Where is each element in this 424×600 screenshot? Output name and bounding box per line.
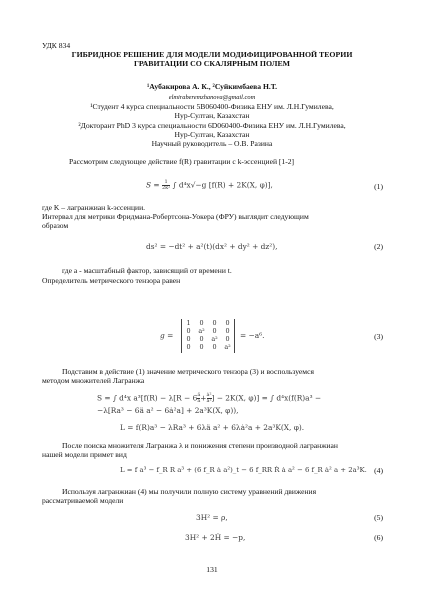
equation-3-lhs: g = bbox=[160, 331, 174, 340]
udc-code: УДК 834 bbox=[42, 41, 71, 50]
equation-1-number: (1) bbox=[374, 182, 383, 191]
paper-title-line1: ГИБРИДНОЕ РЕШЕНИЕ ДЛЯ МОДЕЛИ МОДИФИЦИРОВАННОЙ ТЕОРИИ bbox=[71, 50, 353, 59]
equation-2: ds² = −dt² + a²(t)(dx² + dy² + dz²), bbox=[146, 242, 278, 251]
paragraph-substitute-line1: Подставим в действие (1) значение метрического тензора (3) и воспользуемся bbox=[62, 367, 314, 376]
equation-action-lagrange-line1: S = ∫ d⁴x a³[f(R) − λ[R − 6 $\frac{ä}{a}$ + $\frac{\text{ȧ²}}{\text{a²}}$ ] − 2K(X, φ)] = ∫ d⁴x(f(R)a³ − bbox=[97, 392, 322, 404]
paper-title-line2: ГРАВИТАЦИИ СО СКАЛЯРНЫМ ПОЛЕМ bbox=[133, 59, 291, 68]
paragraph-action: Рассмотрим следующее действие f(R) гравитации с k-эссенцией [1-2] bbox=[69, 157, 295, 166]
scientific-advisor: Научный руководитель – О.В. Разина bbox=[151, 139, 273, 148]
equation-4: L = f a³ − f_R R a³ + (6 f_R ȧ a²)_t − 6 f_RR Ṙ ȧ a² − 6 f_R ȧ² a + 2a³K. bbox=[120, 466, 367, 474]
equation-1-body: ∫ d⁴x√−g [f(R) + 2K(X, φ)], bbox=[172, 180, 273, 190]
affiliation-2-line1: ²Докторант PhD 3 курса специальности 6D060400-Физика ЕНУ им. Л.Н.Гумилева, bbox=[78, 121, 346, 130]
equation-3-rhs: = −a⁶. bbox=[240, 331, 265, 340]
paragraph-frw-line1: Интервал для метрики Фридмана-Робертсона-Уокера (ФРУ) выглядит следующим bbox=[42, 212, 309, 221]
paragraph-lagrange-multiplier-line2: нашей модели примет вид bbox=[42, 450, 127, 459]
paragraph-substitute-line2: методом множителей Лагранжа bbox=[42, 376, 145, 385]
paragraph-equations-of-motion-line2: рассматриваемой модели bbox=[42, 496, 124, 505]
equation-action-lagrange-line2: −λ[Ra³ − 6ä a² − 6ȧ²a] + 2a³K(X, φ)), bbox=[97, 406, 239, 415]
paragraph-determinant: Определитель метрического тензора равен bbox=[42, 276, 181, 285]
paragraph-frw-line2: образом bbox=[42, 221, 69, 230]
equation-2-number: (2) bbox=[374, 242, 383, 251]
author-email: elmiraberemzhanova@gmail.com bbox=[168, 94, 256, 101]
author-names: ¹Аубакирова А. К., ²Суйкимбаева Н.Т. bbox=[147, 82, 277, 91]
paragraph-k-essence: где K – лагранжиан k-эссенции. bbox=[42, 203, 146, 212]
metric-matrix: 1 0 0 0 0 a² 0 0 0 0 a² 0 0 0 0 a² bbox=[181, 319, 235, 353]
equation-5: 3H² = ρ, bbox=[196, 513, 228, 522]
equation-lagrangian-lambda: L = f(R)a³ − λRa³ + 6λä a² + 6λȧ²a + 2a³K(X, φ). bbox=[120, 423, 305, 432]
affiliation-1-line2: Нур-Султан, Казахстан bbox=[174, 111, 250, 120]
equation-1: S = $\frac{1}{\text{2κ²}}$ ∫ d⁴x√−g [f(R) + 2K(X, φ)], bbox=[146, 179, 273, 191]
paragraph-scale-factor: где a - масштабный фактор, зависящий от времени t. bbox=[62, 266, 232, 275]
equation-3-number: (3) bbox=[374, 332, 383, 341]
page-number: 131 bbox=[206, 565, 218, 574]
equation-6: 3H² + 2Ḣ = −p, bbox=[185, 533, 246, 542]
affiliation-1-line1: ¹Студент 4 курса специальности 5В060400-Физика ЕНУ им. Л.Н.Гумилева, bbox=[90, 102, 334, 111]
paragraph-lagrange-multiplier-line1: После поиска множителя Лагранжа λ и понижения степени производной лагранжиан bbox=[62, 441, 338, 450]
paragraph-equations-of-motion-line1: Используя лагранжиан (4) мы получили полную систему уравнений движения bbox=[62, 487, 317, 496]
equation-6-number: (6) bbox=[374, 533, 383, 542]
equation-5-number: (5) bbox=[374, 513, 383, 522]
affiliation-2-line2: Нур-Султан, Казахстан bbox=[174, 130, 250, 139]
equation-4-number: (4) bbox=[374, 466, 383, 475]
